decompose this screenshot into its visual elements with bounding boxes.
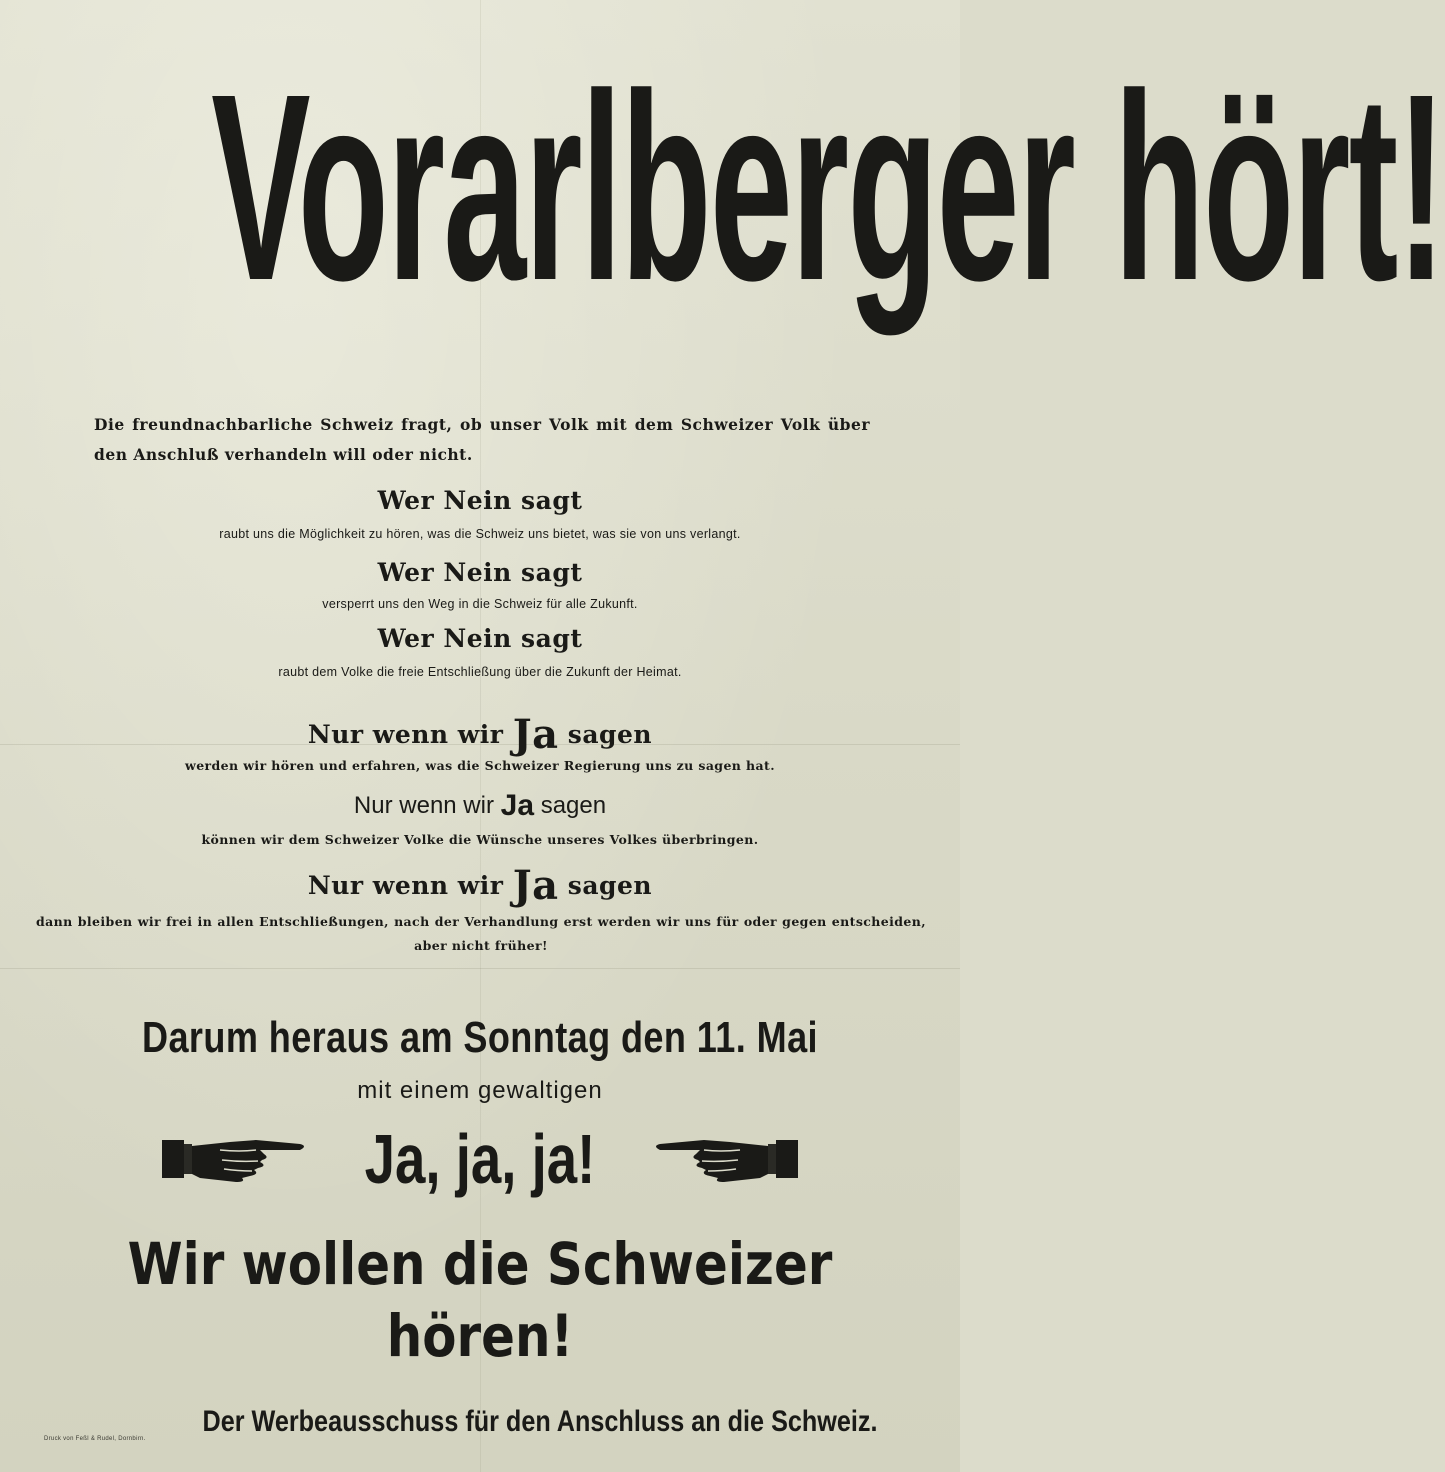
ja-text-2: können wir dem Schweizer Volke die Wünsche unseres Volkes überbringen. xyxy=(201,832,759,847)
nein-heading-2: Wer Nein sagt xyxy=(377,558,583,587)
printer-imprint: Druck von Feßl & Rudel, Dornbirn. xyxy=(44,1436,146,1442)
slogan-line-1: Wir wollen die Schweizer xyxy=(127,1230,833,1298)
nein-text-3: raubt dem Volke die freie Entschließung über die Zukunft der Heimat. xyxy=(278,665,682,679)
ja-word: Ja xyxy=(500,789,535,822)
nein-heading-3: Wer Nein sagt xyxy=(377,624,583,653)
nein-heading-1: Wer Nein sagt xyxy=(377,486,583,515)
ja-word: Ja xyxy=(512,862,559,909)
ja-text-1: werden wir hören und erfahren, was die Schweizer Regierung uns zu sagen hat. xyxy=(185,758,775,773)
headline: Vorarlberger hört! xyxy=(211,39,1445,336)
signature: Der Werbeausschuss für den Anschluss an die Schweiz. xyxy=(202,1405,878,1438)
ja-heading-pre: Nur wenn wir xyxy=(307,871,504,900)
ja-heading-pre: Nur wenn wir xyxy=(307,720,504,749)
ja-heading-post: sagen xyxy=(567,871,653,900)
ja-ja-ja: Ja, ja, ja! xyxy=(364,1120,596,1198)
ja-heading-post: sagen xyxy=(540,792,607,819)
intro-text: Die freundnachbarliche Schweiz fragt, ob unser Volk mit dem Schweizer Volk über den Anschluß verhandeln will oder nicht. xyxy=(94,415,870,464)
call-subtitle: mit einem gewaltigen xyxy=(357,1077,603,1104)
ja-heading-post: sagen xyxy=(567,720,653,749)
call-to-action: Darum heraus am Sonntag den 11. Mai xyxy=(141,1013,818,1062)
ja-word: Ja xyxy=(512,711,559,758)
ja-heading-3 xyxy=(0,864,960,908)
nein-text-1: raubt uns die Möglichkeit zu hören, was die Schweiz uns bietet, was sie von uns verlangt. xyxy=(219,527,741,541)
ja-heading-2 xyxy=(0,786,960,826)
nein-text-2: versperrt uns den Weg in die Schweiz für alle Zukunft. xyxy=(322,597,638,611)
ja-heading-1 xyxy=(0,711,960,758)
ja-heading-pre: Nur wenn wir xyxy=(353,792,494,819)
slogan-line-2: hören! xyxy=(386,1302,574,1370)
ja-text-3: dann bleiben wir frei in allen Entschließungen, nach der Verhandlung erst werden wir uns für oder gegen entscheiden, aber nicht früher! xyxy=(36,914,926,953)
